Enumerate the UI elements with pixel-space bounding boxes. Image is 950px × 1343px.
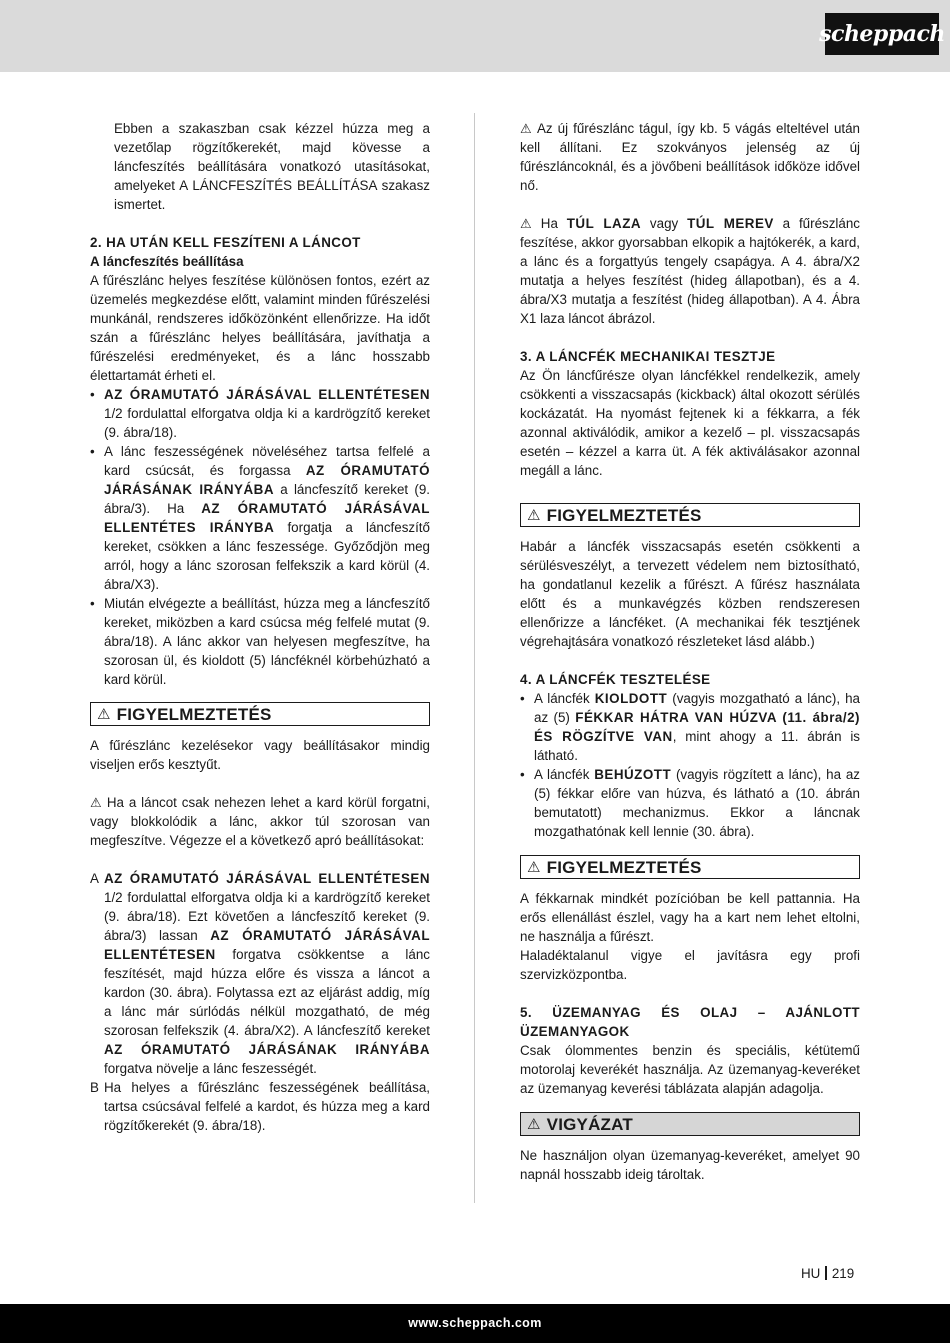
section-2-title: 2. HA UTÁN KELL FESZÍTENI A LÁNCOT (90, 235, 361, 250)
warning-triangle-icon: ⚠ (527, 858, 541, 876)
step-a: A AZ ÓRAMUTATÓ JÁRÁSÁVAL ELLENTÉTESEN 1/2 fordulattal elforgatva oldja ki a kardrögzítő kereket (9. ábra/18). Ezt követően a láncfeszítő kereket (9. ábra/3) lassan AZ ÓRAMUTATÓ JÁRÁSÁVAL ELLENTÉTESEN forgatva csökkentse a lánc feszítését, majd húzza előre és vissza a láncot a kardon (30. ábra). Folytassa ezt az eljárást addig, míg a lánc már súrlódás nélkül mozgatható, de még szorosan felfekszik (4. ábra/X2). A láncfeszítő kereket AZ ÓRAMUTATÓ JÁRÁSÁNAK IRÁNYÁBA forgatva növelje a lánc feszességét. (90, 871, 430, 1076)
page-language: HU (801, 1266, 821, 1281)
warning-triangle-icon: ⚠ (527, 506, 541, 524)
brake-test-list (520, 689, 860, 841)
warning-text: Habár a láncfék visszacsapás esetén csökkenti a sérülésveszélyt, a tervezett védelem nem biztosítható, ha gondatlanul kezelik a fűrészt. A fűrész használata előtt és a munkavégzés közben rendszeresen ellenőrizze a láncféket. (A mechanikai fék tesztjének végrehajtására vonatkozó részleteket lásd alább.) (520, 539, 860, 649)
note-paragraph: ⚠ Az új fűrészlánc tágul, így kb. 5 vágás elteltével után kell állítani. Ez szokványos jelenség az új fűrészláncoknál, és a jövőbeni beállítások időköze idővel nő. (520, 121, 861, 193)
right-column (520, 119, 860, 1184)
warning-triangle-icon: ⚠ (520, 216, 537, 231)
section-4-title: 4. A LÁNCFÉK TESZTELÉSE (520, 672, 711, 687)
page-number-value: 219 (831, 1266, 855, 1281)
section-2-paragraph: A fűrészlánc helyes feszítése különösen fontos, ezért az üzemelés megkezdése előtt, valamint minden fűrészelési munkánál, rendszeres időközönként ellenőrizze. Ha időt szán a fűrészlánc helyes beállítására, javíthatja a fűrészelési eredményeket, és a lánc hosszabb élettartamát érheti el. (90, 273, 430, 383)
tension-steps-list (90, 385, 430, 689)
caution-text: Ne használjon olyan üzemanyag-keveréket, amelyet 90 napnál hosszabb ideig tároltak. (520, 1148, 860, 1182)
footer-url[interactable]: www.scheppach.com (408, 1316, 542, 1330)
warning-triangle-icon: ⚠ (90, 795, 103, 810)
footer-bar (0, 1304, 950, 1343)
warning-triangle-icon: ⚠ (527, 1115, 541, 1133)
section-3-title: 3. A LÁNCFÉK MECHANIKAI TESZTJE (520, 349, 776, 364)
list-item: • AZ ÓRAMUTATÓ JÁRÁSÁVAL ELLENTÉTESEN 1/2 fordulattal elforgatva oldja ki a kardrögzítő kereket (9. ábra/18). (90, 385, 430, 442)
note-paragraph: ⚠ Ha a láncot csak nehezen lehet a kard körül forgatni, vagy blokkolódik a lánc, akkor túl szorosan van megfeszítve. Végezze el a következő apró beállításokat: (90, 795, 430, 848)
warning-box: ⚠ FIGYELMEZTETÉS (90, 702, 430, 726)
list-item: • A láncfék BEHÚZOTT (vagyis rögzített a lánc), ha az (5) fékkar előre van húzva, és látható a (10. ábrán bemutatott) mechanizmus. Ekkor a láncnak mozgathatónak kell lennie (30. ábra). (520, 765, 860, 841)
list-item: • Miután elvégezte a beállítást, húzza meg a láncfeszítő kereket, miközben a kard csúcsa még felfelé mutat (9. ábra/18). A lánc akkor van helyesen megfeszítve, ha szorosan ül, és kioldott (5) láncféknél körbehúzható a kard körül. (90, 594, 430, 689)
caution-box: ⚠ VIGYÁZAT (520, 1112, 860, 1136)
warning-box: ⚠ FIGYELMEZTETÉS (520, 855, 860, 879)
section-5-title: 5. ÜZEMANYAG ÉS OLAJ – AJÁNLOTT ÜZEMANYAGOK (520, 1005, 860, 1039)
warning-box: ⚠ FIGYELMEZTETÉS (520, 503, 860, 527)
section-5-paragraph: Csak ólommentes benzin és speciális, kétütemű motorolaj keverékét használja. Az üzemanyag-keveréket az üzemanyag keverési táblázata alapján adagolja. (520, 1043, 860, 1096)
list-item: • A lánc feszességének növeléséhez tartsa felfelé a kard csúcsát, és forgassa AZ ÓRAMUTATÓ JÁRÁSÁNAK IRÁNYÁBA a láncfeszítő kereket (9. ábra/3). Ha AZ ÓRAMUTATÓ JÁRÁSÁVAL ELLENTÉTES IRÁNYBA forgatja a láncfeszítő kereket, csökken a lánc feszessége. Győződjön meg arról, hogy a lánc szorosan felfekszik a kard körül (4. ábra/X3). (90, 442, 430, 594)
intro-paragraph: Ebben a szakaszban csak kézzel húzza meg a vezetőlap rögzítőkerekét, majd kövesse a láncfeszítés beállítására vonatkozó utasításokat, amelyeket A LÁNCFESZÍTÉS BEÁLLÍTÁSA szakasz ismertet. (114, 121, 430, 212)
warning-text: A fékkarnak mindkét pozícióban be kell pattannia. Ha erős ellenállást észlel, vagy ha a kart nem lehet eltolni, ne használja a fűrészt. (520, 891, 860, 944)
header-bar (0, 0, 950, 72)
left-column (90, 119, 430, 1135)
section-3-paragraph: Az Ön láncfűrésze olyan láncfékkel rendelkezik, amely csökkenti a visszacsapás (kickback) által okozott sérülés kockázatát. Ha nyomást fejtenek ki a fékkarra, a fék azonnal aktiválódik, amikor a kezelő – pl. visszacsapás esetén – kézzel a karra üt. A fék aktiválásakor azonnal megáll a lánc. (520, 368, 860, 478)
section-2-subtitle: A láncfeszítés beállítása (90, 254, 244, 269)
warning-text: A fűrészlánc kezelésekor vagy beállításakor mindig viseljen erős kesztyűt. (90, 738, 430, 772)
warning-text: Haladéktalanul vigye el javításra egy profi szervizközpontba. (520, 948, 860, 982)
warning-triangle-icon: ⚠ (97, 705, 111, 723)
warning-triangle-icon: ⚠ (520, 121, 533, 136)
page-number (801, 1264, 854, 1283)
column-divider (474, 113, 475, 1203)
brand-logo: scheppach (825, 13, 939, 55)
list-item: • A láncfék KIOLDOTT (vagyis mozgatható a lánc), ha az (5) FÉKKAR HÁTRA VAN HÚZVA (11. ábra/2) ÉS RÖGZÍTVE VAN, mint ahogy a 11. ábrán is látható. (520, 689, 860, 765)
note-paragraph: ⚠ Ha TÚL LAZA vagy TÚL MEREV a fűrészlánc feszítése, akkor gyorsabban elkopik a hajtókerék, a kard, a lánc és a forgattyús tengely csapágya. A 4. ábra/X2 mutatja a helyes feszítést (hideg állapotban), és a 4. ábra/X3 mutatja a feszítést (hideg állapotban). A 4. Ábra X1 laza láncot ábrázol. (520, 216, 860, 326)
step-b: B Ha helyes a fűrészlánc feszességének beállítása, tartsa csúcsával felfelé a kardot, és húzza meg a kard rögzítőkerekét (9. ábra/18). (90, 1080, 430, 1133)
